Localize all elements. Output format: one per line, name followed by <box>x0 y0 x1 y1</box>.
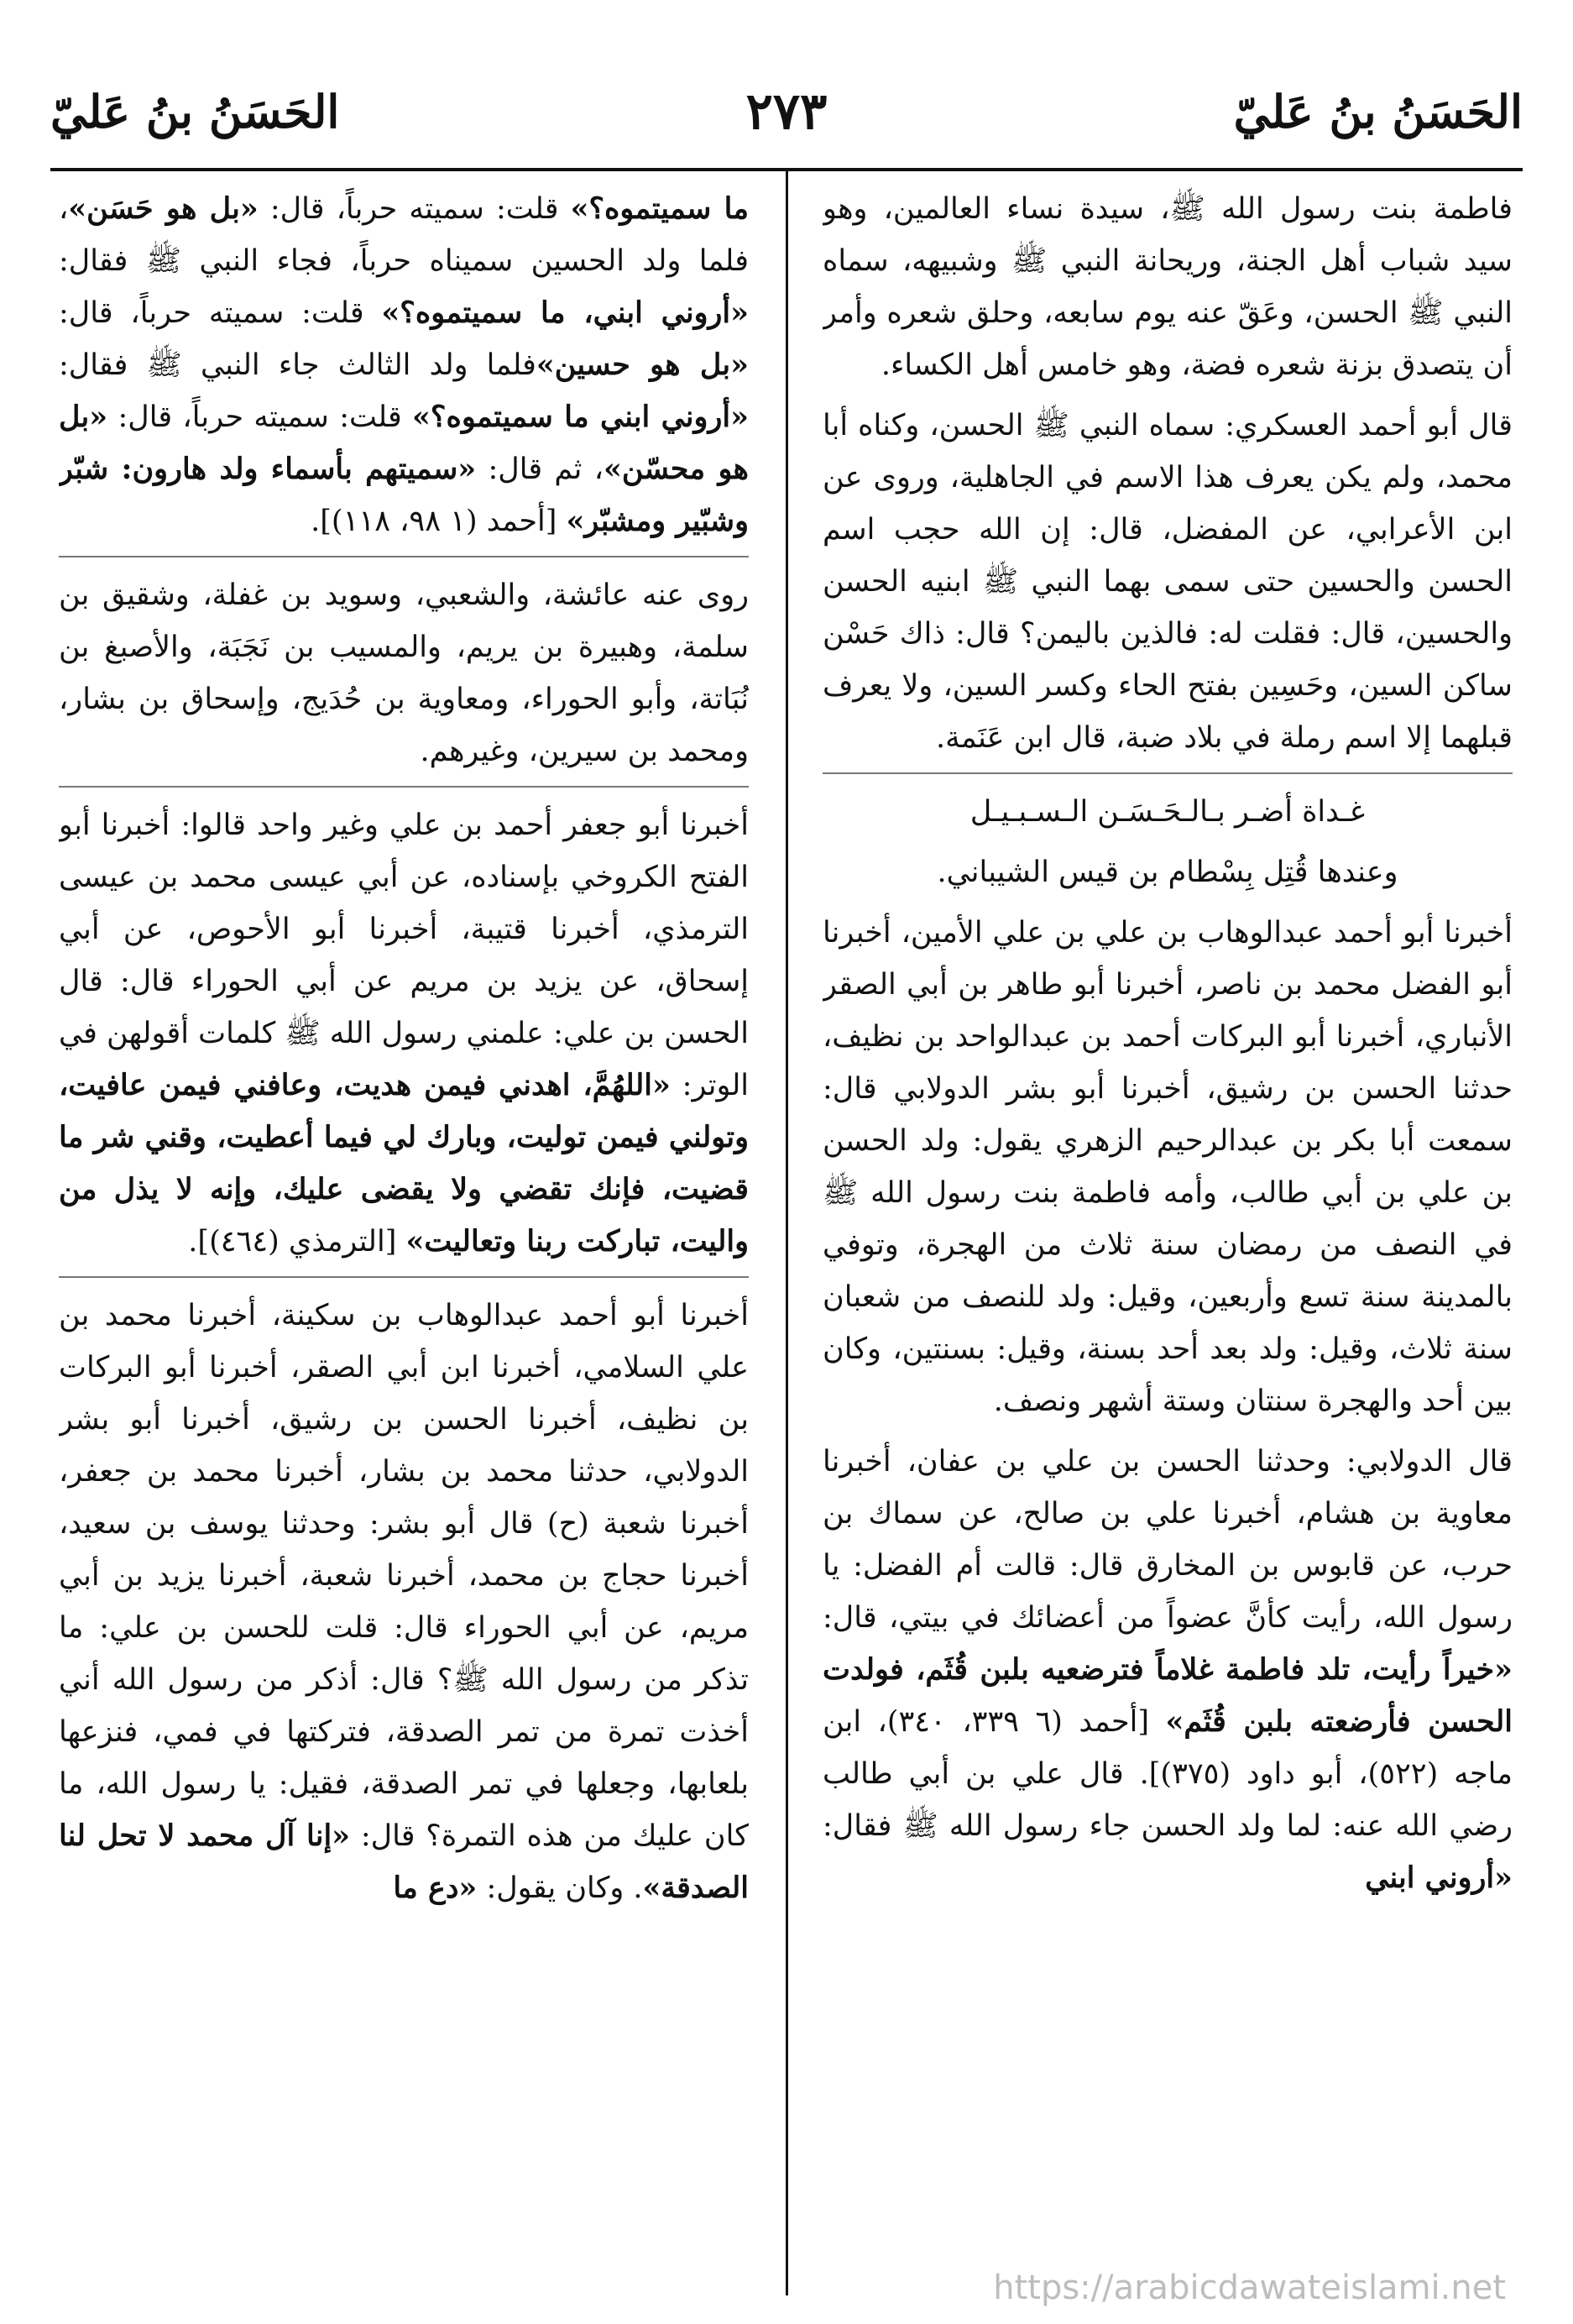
paragraph <box>59 799 749 1268</box>
column-divider <box>786 171 788 2295</box>
running-title-right: الحَسَنُ بنُ عَليّ <box>1233 85 1523 139</box>
hadith-quote: «أروني ابني ما سميتموه؟» <box>412 400 749 434</box>
text-run: قال علي بن أبي طالب رضي الله عنه: لما ولد الحسن جاء رسول الله ﷺ فقال: <box>823 1757 1513 1843</box>
right-column <box>823 183 1513 2282</box>
hadith-quote: «بل هو محسّن» <box>59 400 749 486</box>
reference: [الترمذي (٤٦٤)]. <box>188 1225 397 1259</box>
text-run: أخبرنا أبو جعفر أحمد بن علي وغير واحد قالوا: أخبرنا أبو الفتح الكروخي بإسناده، عن أبي عيسى محمد بن عيسى الترمذي، أخبرنا قتيبة، أخبرنا أبو الأحوص، عن أبي إسحاق، عن يزيد بن مريم عن أبي الحوراء قال: قال الحسن بن علي: علمني رسول الله ﷺ كلمات أقولهن في الوتر: <box>59 809 749 1102</box>
section-separator <box>59 786 749 788</box>
hadith-quote: «أروني ابني، ما سميتموه؟» <box>381 296 749 330</box>
page-header <box>50 65 1523 158</box>
paragraph: روى عنه عائشة، والشعبي، وسويد بن غفلة، وشقيق بن سلمة، وهبيرة بن يريم، والمسيب بن نَجَبَة، والأصبغ بن نُبَاتة، وأبو الحوراء، ومعاوية بن حُدَيج، وإسحاق بن بشار، ومحمد بن سيرين، وغيرهم. <box>59 578 749 768</box>
text-run: فلما ولد الثالث جاء النبي ﷺ فقال: <box>59 348 536 382</box>
section-separator <box>59 1276 749 1278</box>
reference: [أحمد (١ ٩٨، ١١٨)]. <box>311 505 557 538</box>
text-run: قلت: سميته حرباً، قال: <box>118 400 402 434</box>
text-run: قلت: سميته حرباً، قال: <box>269 192 559 226</box>
reference: [أحمد (٦ ٣٣٩، ٣٤٠)، ابن ماجه (٥٢٢)، أبو داود (٣٧٥)]. <box>823 1705 1513 1791</box>
paragraph <box>59 1290 749 1914</box>
section-separator <box>59 556 749 557</box>
text-run: أخبرنا أبو أحمد عبدالوهاب بن سكينة، أخبرنا محمد بن علي السلامي، أخبرنا ابن أبي الصقر، أخبرنا أبو البركات بن نظيف، أخبرنا الحسن بن رشيق، أخبرنا أبو بشر الدولابي، حدثنا محمد بن بشار، أخبرنا محمد بن جعفر، أخبرنا شعبة (ح) قال أبو بشر: وحدثنا يوسف بن سعيد، أخبرنا حجاج بن محمد، أخبرنا شعبة، أخبرنا يزيد بن أبي مريم، عن أبي الحوراء قال: قلت للحسن بن علي: ما تذكر من رسول الله ﷺ؟ قال: أذكر من رسول الله أني أخذت تمرة من تمر الصدقة، فتركتها في فمي، فنزعها بلعابها، وجعلها في تمر الصدقة، فقيل: يا رسول الله، ما كان عليك من هذه التمرة؟ قال: <box>59 1299 749 1853</box>
paragraph: أخبرنا أبو أحمد عبدالوهاب بن علي بن علي الأمين، أخبرنا أبو الفضل محمد بن ناصر، أخبرنا أبو طاهر بن أبي الصقر الأنباري، أخبرنا أبو البركات أحمد بن عبدالواحد بن نظيف، حدثنا الحسن بن رشيق، أخبرنا أبو بشر الدولابي قال: سمعت أبا بكر بن عبدالرحيم الزهري يقول: ولد الحسن بن علي بن أبي طالب، وأمه فاطمة بنت رسول الله ﷺ في النصف من رمضان سنة ثلاث من الهجرة، وتوفي بالمدينة سنة تسع وأربعين، وقيل: ولد للنصف من شعبان سنة ثلاث، وقيل: ولد بعد أحد بسنة، وقيل: بسنتين، وكان بين أحد والهجرة سنتان وستة أشهر ونصف. <box>823 916 1513 1418</box>
left-column <box>59 183 749 2282</box>
text-run: ، فلما ولد الحسين سميناه حرباً، فجاء النبي ﷺ فقال: <box>59 192 749 278</box>
hadith-quote: «إنا آل محمد لا تحل لنا الصدقة» <box>59 1819 749 1905</box>
hadith-quote: ما سميتموه؟» <box>570 191 749 226</box>
verse-separator <box>823 772 1513 774</box>
hadith-quote: «أروني ابني <box>1365 1861 1513 1895</box>
text-run: قال الدولابي: وحدثنا الحسن بن علي بن عفان، أخبرنا معاوية بن هشام، أخبرنا علي بن صالح، عن سماك بن حرب، عن قابوس بن المخارق قال: قالت أم الفضل: يا رسول الله، رأيت كأنَّ عضواً من أعضائك في بيتي، قال: <box>823 1445 1513 1635</box>
hadith-quote: «بل هو حَسَن» <box>68 191 259 226</box>
hadith-quote: «دع ما <box>393 1871 478 1905</box>
paragraph <box>823 1436 1513 1904</box>
paragraph: قال أبو أحمد العسكري: سماه النبي ﷺ الحسن، وكناه أبا محمد، ولم يكن يعرف هذا الاسم في الجاهلية، وروى عن ابن الأعرابي، عن المفضل، قال: إن الله حجب اسم الحسن والحسين حتى سمى بهما النبي ﷺ ابنيه الحسن والحسين، قال: فقلت له: فالذين باليمن؟ قال: ذاك حَسْن ساكن السين، وحَسِين بفتح الحاء وكسر السين، ولا يعرف قبلهما إلا اسم رملة في بلاد ضبة، قال ابن عَنَمة. <box>823 409 1513 755</box>
running-title-left: الحَسَنُ بنُ عَليّ <box>50 85 340 139</box>
page-number: ٢٧٣ <box>745 82 828 141</box>
hadith-quote: «بل هو حسين» <box>536 348 749 382</box>
hadith-quote: «خيراً رأيت، تلد فاطمة غلاماً فترضعيه بلبن قُثَم، فولدت الحسن فأرضعته بلبن قُثَم» <box>823 1652 1513 1739</box>
hadith-quote: «سميتهم بأسماء ولد هارون: شبّر وشبّير ومشبّر» <box>59 452 749 538</box>
text-run: ، ثم قال: <box>488 453 604 486</box>
hadith-quote: «اللهُمَّ، اهدني فيمن هديت، وعافني فيمن عافيت، وتولني فيمن توليت، وبارك لي فيما أعطيت، وقني شر ما قضيت، فإنك تقضي ولا يقضى عليك، وإنه لا يذل من واليت، تباركت ربنا وتعاليت» <box>59 1068 749 1259</box>
poem-verse: غـداة أضـر بـالـحَـسَـن الـسـبـيـل <box>969 795 1366 829</box>
watermark-url: https://arabicdawateislami.net <box>993 2269 1506 2307</box>
paragraph: فاطمة بنت رسول الله ﷺ، سيدة نساء العالمين، وهو سيد شباب أهل الجنة، وريحانة النبي ﷺ وشبيهه، سماه النبي ﷺ الحسن، وعَقّ عنه يوم سابعه، وحلق شعره وأمر أن يتصدق بزنة شعره فضة، وهو خامس أهل الكساء. <box>823 192 1513 382</box>
paragraph <box>59 183 749 547</box>
verse-note: وعندها قُتِل بِسْطام بن قيس الشيباني. <box>937 856 1398 889</box>
text-run: . وكان يقول: <box>486 1871 643 1905</box>
text-run: قلت: سميته حرباً، قال: <box>59 296 364 330</box>
